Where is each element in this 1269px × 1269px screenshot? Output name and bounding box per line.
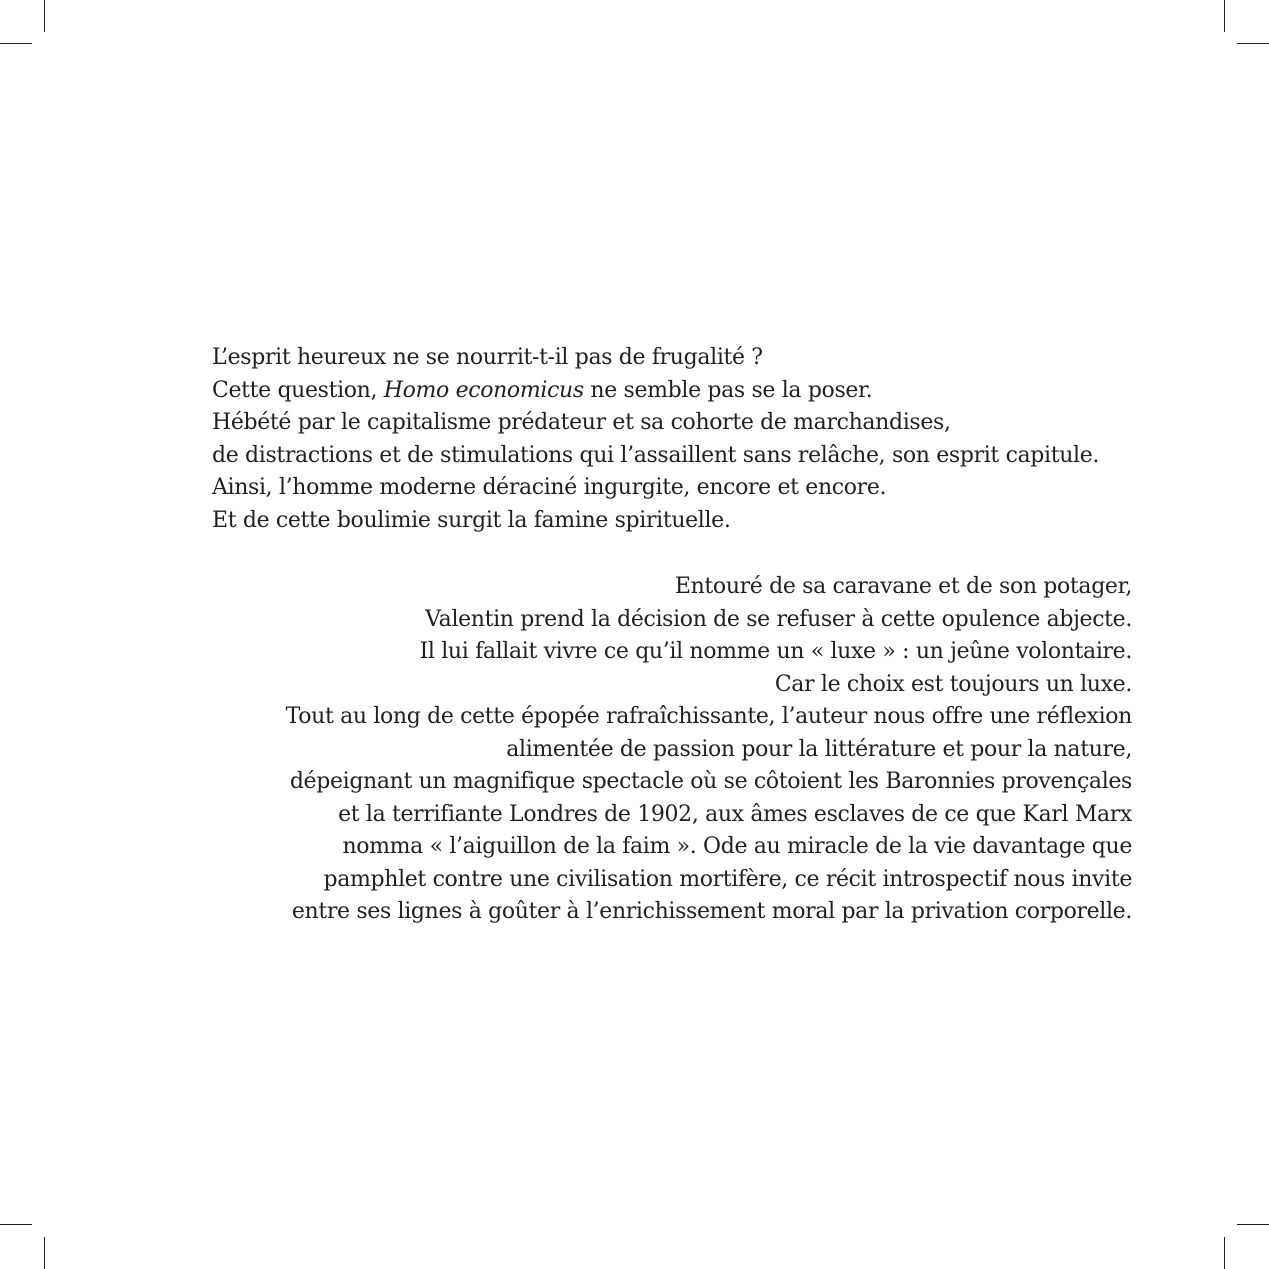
crop-mark-bottom-left-vertical <box>44 1237 45 1269</box>
crop-mark-top-left-vertical <box>44 0 45 32</box>
synopsis-line: dépeignant un magnifique spectacle où se côtoient les Baronnies provençales <box>289 769 1132 794</box>
synopsis-line: entre ses lignes à goûter à l’enrichissement moral par la privation corporelle. <box>291 899 1132 924</box>
intro-line: Et de cette boulimie surgit la famine spirituelle. <box>212 507 731 533</box>
crop-mark-top-right-vertical <box>1224 0 1225 32</box>
intro-line: L’esprit heureux ne se nourrit-t-il pas de frugalité ? <box>212 345 763 370</box>
synopsis-line: pamphlet contre une civilisation mortifère, ce récit introspectif nous invite <box>323 866 1132 892</box>
synopsis-line: Il lui fallait vivre ce qu’il nomme un « luxe » : un jeûne volontaire. <box>419 639 1132 664</box>
synopsis-paragraph <box>212 571 1132 929</box>
crop-mark-top-left-horizontal <box>0 43 32 44</box>
synopsis-line: et la terrifiante Londres de 1902, aux âmes esclaves de ce que Karl Marx <box>338 801 1132 827</box>
intro-line-text: Cette question, <box>212 377 384 403</box>
crop-mark-bottom-right-vertical <box>1224 1237 1225 1269</box>
intro-line-text: ne semble pas se la poser. <box>583 377 873 403</box>
intro-line: Hébété par le capitalisme prédateur et sa cohorte de marchandises, <box>212 410 951 435</box>
intro-line <box>212 375 1132 408</box>
italic-term: Homo economicus <box>383 377 584 403</box>
crop-mark-top-right-horizontal <box>1237 43 1269 44</box>
intro-paragraph <box>212 342 1132 537</box>
crop-mark-bottom-right-horizontal <box>1237 1224 1269 1225</box>
synopsis-line: Entouré de sa caravane et de son potager, <box>674 574 1132 599</box>
synopsis-line: Valentin prend la décision de se refuser à cette opulence abjecte. <box>425 606 1132 632</box>
intro-line: Ainsi, l’homme moderne déraciné ingurgite, encore et encore. <box>212 475 887 500</box>
intro-line: de distractions et de stimulations qui l’assaillent sans relâche, son esprit capitule. <box>212 442 1100 468</box>
crop-mark-bottom-left-horizontal <box>0 1224 32 1225</box>
synopsis-line: Car le choix est toujours un luxe. <box>774 671 1132 697</box>
synopsis-line: alimentée de passion pour la littérature et pour la nature, <box>506 736 1132 762</box>
synopsis-line: Tout au long de cette épopée rafraîchissante, l’auteur nous offre une réflexion <box>285 704 1132 729</box>
synopsis-line: nomma « l’aiguillon de la faim ». Ode au miracle de la vie davantage que <box>342 834 1132 859</box>
